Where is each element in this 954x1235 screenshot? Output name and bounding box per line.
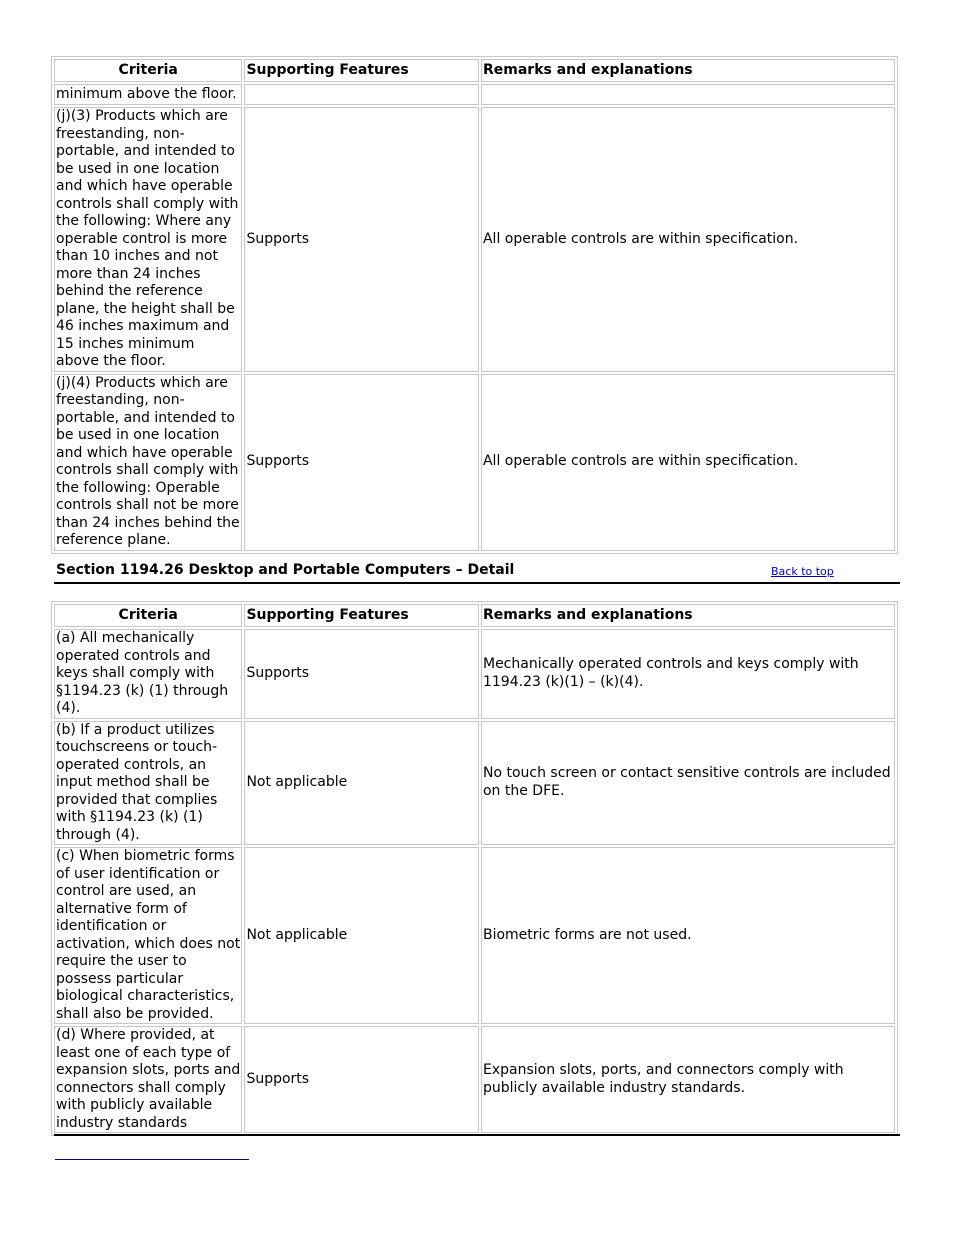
remarks-cell: Expansion slots, ports, and connectors comply with publicly available industry standards. <box>481 1026 895 1133</box>
page-bottom-divider <box>54 1134 900 1136</box>
criteria-cell: (j)(3) Products which are freestanding, non-portable, and intended to be used in one location and which have operable controls shall comply with the following: Where any operable control is more than 10 inches and not more than 24 inches behind the reference plane, the height shall be 46 inches maximum and 15 inches minimum above the floor. <box>54 107 242 372</box>
remarks-cell: No touch screen or contact sensitive controls are included on the DFE. <box>481 721 895 846</box>
criteria-cell: minimum above the floor. <box>54 84 242 105</box>
header-criteria: Criteria <box>54 604 242 627</box>
header-remarks: Remarks and explanations <box>481 59 895 82</box>
remarks-cell: All operable controls are within specification. <box>481 374 895 551</box>
table-row <box>54 847 895 1024</box>
table-row <box>54 107 895 372</box>
remarks-cell <box>481 84 895 105</box>
back-to-top-link[interactable]: Back to top <box>771 565 834 578</box>
support-cell: Supports <box>244 629 479 719</box>
support-cell: Supports <box>244 1026 479 1133</box>
support-cell: Supports <box>244 374 479 551</box>
table-header-row <box>54 604 895 627</box>
criteria-cell: (j)(4) Products which are freestanding, non-portable, and intended to be used in one location and which have operable controls shall comply with the following: Operable controls shall not be more than 24 inches behind the reference plane. <box>54 374 242 551</box>
table-row <box>54 374 895 551</box>
support-cell: Not applicable <box>244 721 479 846</box>
table-row <box>54 629 895 719</box>
criteria-table-1194-25 <box>51 56 898 554</box>
support-cell <box>244 84 479 105</box>
header-supporting-features: Supporting Features <box>244 604 479 627</box>
support-cell: Supports <box>244 107 479 372</box>
criteria-cell: (c) When biometric forms of user identification or control are used, an alternative form of identification or activation, which does not require the user to possess particular biological characteristics, shall also be provided. <box>54 847 242 1024</box>
criteria-cell: (a) All mechanically operated controls and keys shall comply with §1194.23 (k) (1) through (4). <box>54 629 242 719</box>
section-title: Section 1194.26 Desktop and Portable Computers – Detail <box>56 562 515 578</box>
remarks-cell: Mechanically operated controls and keys comply with 1194.23 (k)(1) – (k)(4). <box>481 629 895 719</box>
criteria-cell: (b) If a product utilizes touchscreens or touch-operated controls, an input method shall be provided that complies with §1194.23 (k) (1) through (4). <box>54 721 242 846</box>
table-row <box>54 84 895 105</box>
support-cell: Not applicable <box>244 847 479 1024</box>
table-header-row <box>54 59 895 82</box>
header-supporting-features: Supporting Features <box>244 59 479 82</box>
criteria-cell: (d) Where provided, at least one of each type of expansion slots, ports and connectors shall comply with publicly available industry standards <box>54 1026 242 1133</box>
table-row <box>54 721 895 846</box>
criteria-table-1194-26 <box>51 601 898 1136</box>
header-remarks: Remarks and explanations <box>481 604 895 627</box>
remarks-cell: All operable controls are within specification. <box>481 107 895 372</box>
table-row <box>54 1026 895 1133</box>
footnote-separator <box>55 1159 249 1160</box>
section-divider <box>54 582 900 584</box>
remarks-cell: Biometric forms are not used. <box>481 847 895 1024</box>
header-criteria: Criteria <box>54 59 242 82</box>
